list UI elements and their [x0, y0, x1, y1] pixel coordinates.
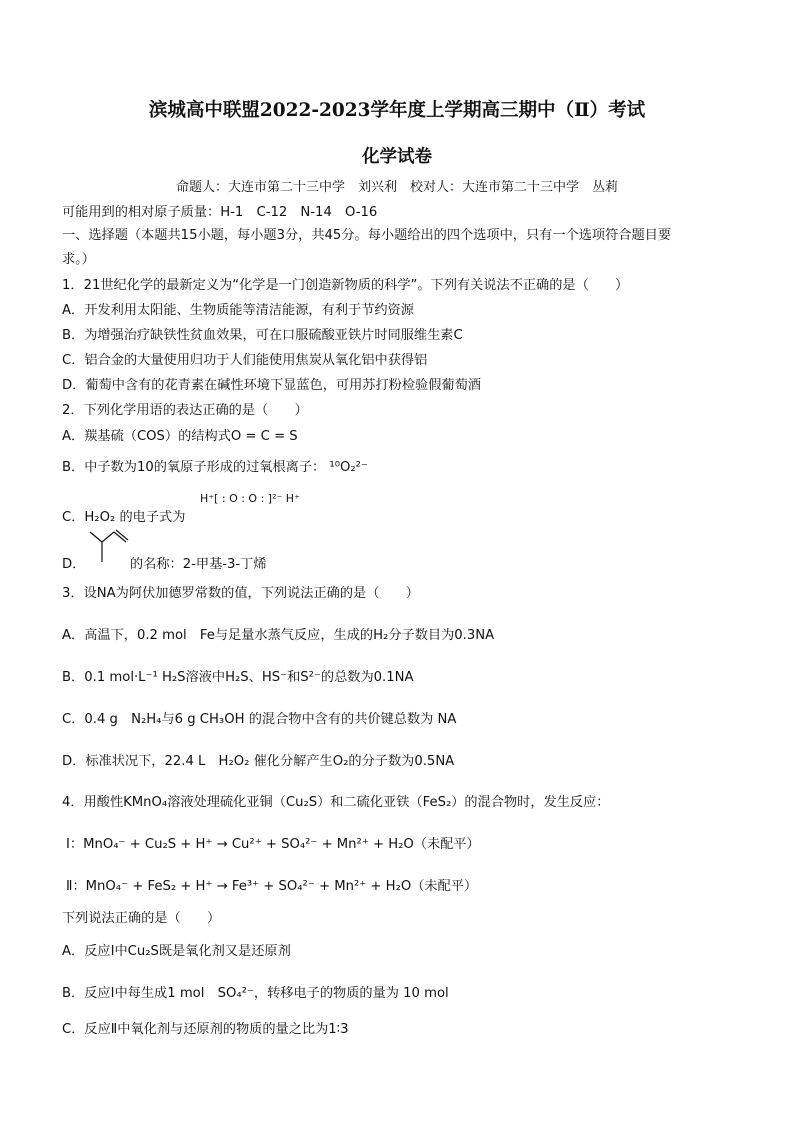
authors-line: 命题人：大连市第二十三中学 刘兴利 校对人：大连市第二十三中学 丛莉 — [175, 180, 618, 195]
q3-option-c: C．0.4 g N₂H₄与6 g CH₃OH 的混合物中含有的共价键总数为 NA — [62, 712, 457, 727]
q2-option-b — [62, 456, 368, 475]
q3-option-d: D．标准状况下，22.4 L H₂O₂ 催化分解产生O₂的分子数为0.5NA — [62, 754, 455, 769]
q4-option-c: C．反应Ⅱ中氧化剂与还原剂的物质的量之比为1∶3 — [62, 1022, 349, 1037]
q2-option-b-text: B．中子数为10的氧原子形成的过氧根离子： — [62, 460, 326, 475]
q2-option-d-text: 的名称：2-甲基-3-丁烯 — [130, 557, 267, 572]
section-instructions: 一、选择题（本题共15小题，每小题3分，共45分。每小题给出的四个选项中，只有一个选项符合题目要 — [62, 228, 672, 243]
section-instructions-cont: 求。） — [62, 252, 95, 267]
exam-subtitle: 化学试卷 — [362, 147, 432, 167]
q2-option-c — [62, 506, 185, 525]
q4-option-b: B．反应Ⅰ中每生成1 mol SO₄²⁻，转移电子的物质的量为 10 mol — [62, 986, 449, 1001]
q2-option-b-formula: ¹⁰O₂²⁻ — [329, 460, 368, 475]
q1-option-c: C．铝合金的大量使用归功于人们能使用焦炭从氧化铝中获得铝 — [62, 353, 428, 368]
atomic-masses: 可能用到的相对原子质量：H-1 C-12 N-14 O-16 — [62, 205, 378, 220]
q2-option-a: A．羰基硫（COS）的结构式O = C = S — [62, 429, 298, 444]
q3-stem: 3．设NA为阿伏加德罗常数的值，下列说法正确的是（ ） — [62, 586, 419, 601]
q3-option-a: A．高温下，0.2 mol Fe与足量水蒸气反应，生成的H₂分子数目为0.3NA — [62, 628, 495, 643]
q1-option-d: D．葡萄中含有的花青素在碱性环境下显蓝色，可用苏打粉检验假葡萄酒 — [62, 378, 481, 393]
q4-ask: 下列说法正确的是（ ） — [62, 911, 221, 926]
q2-option-d-label: D． — [62, 557, 86, 572]
electron-formula — [200, 492, 300, 505]
q4-stem: 4．用酸性KMnO₄溶液处理硫化亚铜（Cu₂S）和二硫化亚铁（FeS₂）的混合物时，发生反应： — [62, 795, 610, 810]
electron-formula-text: H⁺[ : O : O : ]²⁻ H⁺ — [200, 492, 300, 505]
q2-option-d — [62, 553, 85, 572]
q1-option-a: A．开发利用太阳能、生物质能等清洁能源，有利于节约资源 — [62, 303, 414, 318]
q3-option-b: B．0.1 mol·L⁻¹ H₂S溶液中H₂S、HS⁻和S²⁻的总数为0.1NA — [62, 670, 414, 685]
q4-option-a: A．反应Ⅰ中Cu₂S既是氧化剂又是还原剂 — [62, 944, 291, 959]
q2-option-c-text: C．H₂O₂ 的电子式为 — [62, 510, 186, 525]
exam-title: 滨城高中联盟2022-2023学年度上学期高三期中（Ⅱ）考试 — [148, 100, 646, 121]
q2-stem: 2．下列化学用语的表达正确的是（ ） — [62, 403, 308, 418]
q4-reaction-2: Ⅱ：MnO₄⁻ + FeS₂ + H⁺ → Fe³⁺ + SO₄²⁻ + Mn²⁺ + H₂O（未配平） — [66, 879, 478, 894]
q1-stem: 1．21世纪化学的最新定义为“化学是一门创造新物质的科学”。下列有关说法不正确的是（ ） — [62, 278, 629, 293]
skeletal-formula-icon — [88, 528, 130, 568]
q1-option-b: B．为增强治疗缺铁性贫血效果，可在口服硫酸亚铁片时同服维生素C — [62, 328, 463, 343]
q4-reaction-1: Ⅰ：MnO₄⁻ + Cu₂S + H⁺ → Cu²⁺ + SO₄²⁻ + Mn²⁺ + H₂O（未配平） — [66, 837, 480, 852]
